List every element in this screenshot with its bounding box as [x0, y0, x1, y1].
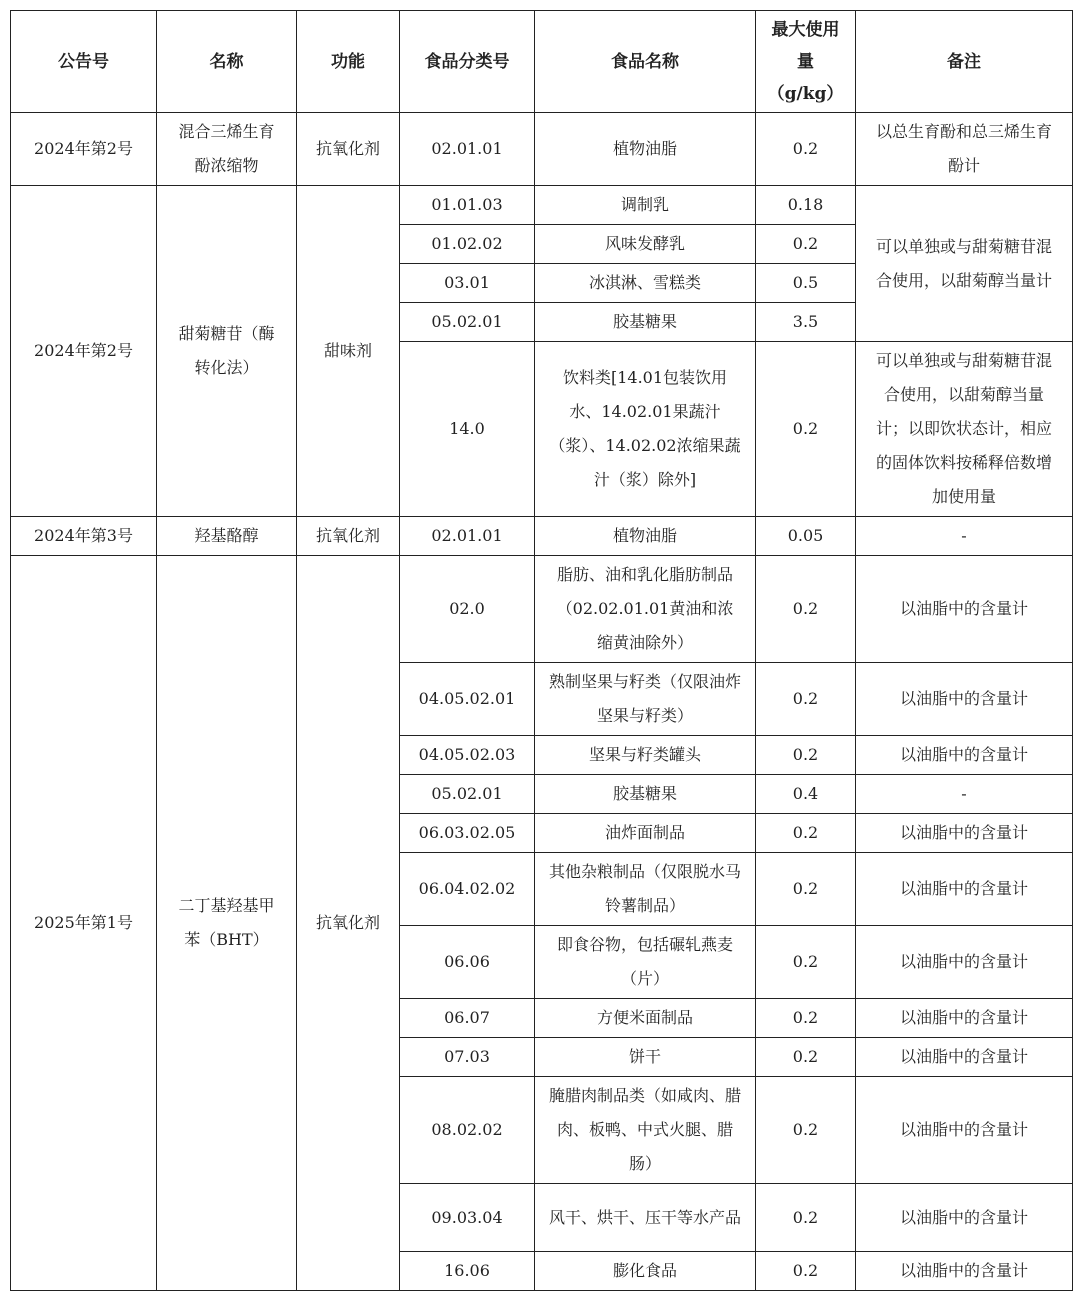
max-cell: 0.18 — [756, 186, 856, 225]
note-cell: 以油脂中的含量计 — [856, 1252, 1073, 1291]
header-notice-no: 公告号 — [11, 11, 157, 113]
note-cell: 以油脂中的含量计 — [856, 1038, 1073, 1077]
code-cell: 06.06 — [400, 926, 535, 999]
max-cell: 0.2 — [756, 926, 856, 999]
note-cell: 以总生育酚和总三烯生育酚计 — [856, 113, 1073, 186]
header-food-category-no: 食品分类号 — [400, 11, 535, 113]
food-cell: 胶基糖果 — [535, 775, 756, 814]
code-cell: 03.01 — [400, 264, 535, 303]
note-cell: 以油脂中的含量计 — [856, 926, 1073, 999]
food-cell: 风干、烘干、压干等水产品 — [535, 1184, 756, 1252]
food-cell: 其他杂粮制品（仅限脱水马铃薯制品） — [535, 853, 756, 926]
food-cell: 调制乳 — [535, 186, 756, 225]
notice-cell: 2024年第2号 — [11, 186, 157, 517]
code-cell: 05.02.01 — [400, 775, 535, 814]
food-cell: 坚果与籽类罐头 — [535, 736, 756, 775]
table-row — [11, 556, 1073, 663]
max-cell: 0.2 — [756, 1252, 856, 1291]
food-cell: 植物油脂 — [535, 113, 756, 186]
note-cell: - — [856, 517, 1073, 556]
table-row — [11, 113, 1073, 186]
additive-table — [10, 10, 1073, 1291]
note-cell: 以油脂中的含量计 — [856, 1184, 1073, 1252]
food-cell: 饼干 — [535, 1038, 756, 1077]
max-cell: 0.2 — [756, 1038, 856, 1077]
note-cell: - — [856, 775, 1073, 814]
max-cell: 0.2 — [756, 1184, 856, 1252]
code-cell: 06.04.02.02 — [400, 853, 535, 926]
max-cell: 3.5 — [756, 303, 856, 342]
code-cell: 09.03.04 — [400, 1184, 535, 1252]
header-max-usage: 最大使用量（g/kg） — [756, 11, 856, 113]
note-cell: 以油脂中的含量计 — [856, 663, 1073, 736]
code-cell: 06.03.02.05 — [400, 814, 535, 853]
code-cell: 02.01.01 — [400, 517, 535, 556]
table-row — [11, 517, 1073, 556]
max-cell: 0.2 — [756, 736, 856, 775]
max-cell: 0.2 — [756, 342, 856, 517]
max-cell: 0.2 — [756, 113, 856, 186]
function-cell: 抗氧化剂 — [297, 113, 400, 186]
function-cell: 抗氧化剂 — [297, 556, 400, 1291]
table-row — [11, 186, 1073, 225]
note-cell: 以油脂中的含量计 — [856, 1077, 1073, 1184]
code-cell: 07.03 — [400, 1038, 535, 1077]
code-cell: 14.0 — [400, 342, 535, 517]
food-cell: 方便米面制品 — [535, 999, 756, 1038]
food-cell: 冰淇淋、雪糕类 — [535, 264, 756, 303]
notice-cell: 2025年第1号 — [11, 556, 157, 1291]
notice-cell: 2024年第2号 — [11, 113, 157, 186]
food-cell: 腌腊肉制品类（如咸肉、腊肉、板鸭、中式火腿、腊肠） — [535, 1077, 756, 1184]
note-cell: 可以单独或与甜菊糖苷混合使用，以甜菊醇当量计；以即饮状态计，相应的固体饮料按稀释倍数增加使用量 — [856, 342, 1073, 517]
max-cell: 0.2 — [756, 225, 856, 264]
code-cell: 05.02.01 — [400, 303, 535, 342]
note-cell: 可以单独或与甜菊糖苷混合使用，以甜菊醇当量计 — [856, 186, 1073, 342]
max-cell: 0.2 — [756, 663, 856, 736]
code-cell: 04.05.02.01 — [400, 663, 535, 736]
food-cell: 饮料类[14.01包装饮用水、14.02.01果蔬汁（浆）、14.02.02浓缩果蔬汁（浆）除外] — [535, 342, 756, 517]
note-cell: 以油脂中的含量计 — [856, 556, 1073, 663]
food-cell: 熟制坚果与籽类（仅限油炸坚果与籽类） — [535, 663, 756, 736]
food-cell: 植物油脂 — [535, 517, 756, 556]
code-cell: 01.02.02 — [400, 225, 535, 264]
header-food-name: 食品名称 — [535, 11, 756, 113]
note-cell: 以油脂中的含量计 — [856, 853, 1073, 926]
max-cell: 0.4 — [756, 775, 856, 814]
name-cell: 甜菊糖苷（酶转化法） — [157, 186, 297, 517]
max-cell: 0.2 — [756, 1077, 856, 1184]
function-cell: 甜味剂 — [297, 186, 400, 517]
max-cell: 0.2 — [756, 999, 856, 1038]
code-cell: 02.0 — [400, 556, 535, 663]
max-cell: 0.05 — [756, 517, 856, 556]
food-cell: 即食谷物，包括碾轧燕麦（片） — [535, 926, 756, 999]
header-name: 名称 — [157, 11, 297, 113]
max-cell: 0.2 — [756, 853, 856, 926]
header-remarks: 备注 — [856, 11, 1073, 113]
code-cell: 04.05.02.03 — [400, 736, 535, 775]
function-cell: 抗氧化剂 — [297, 517, 400, 556]
max-cell: 0.5 — [756, 264, 856, 303]
code-cell: 02.01.01 — [400, 113, 535, 186]
name-cell: 二丁基羟基甲苯（BHT） — [157, 556, 297, 1291]
code-cell: 06.07 — [400, 999, 535, 1038]
header-row — [11, 11, 1073, 113]
note-cell: 以油脂中的含量计 — [856, 736, 1073, 775]
food-cell: 胶基糖果 — [535, 303, 756, 342]
code-cell: 01.01.03 — [400, 186, 535, 225]
max-cell: 0.2 — [756, 814, 856, 853]
code-cell: 08.02.02 — [400, 1077, 535, 1184]
food-cell: 油炸面制品 — [535, 814, 756, 853]
name-cell: 羟基酪醇 — [157, 517, 297, 556]
note-cell: 以油脂中的含量计 — [856, 814, 1073, 853]
note-cell: 以油脂中的含量计 — [856, 999, 1073, 1038]
notice-cell: 2024年第3号 — [11, 517, 157, 556]
food-cell: 风味发酵乳 — [535, 225, 756, 264]
food-cell: 脂肪、油和乳化脂肪制品（02.02.01.01黄油和浓缩黄油除外） — [535, 556, 756, 663]
name-cell: 混合三烯生育酚浓缩物 — [157, 113, 297, 186]
code-cell: 16.06 — [400, 1252, 535, 1291]
food-cell: 膨化食品 — [535, 1252, 756, 1291]
header-function: 功能 — [297, 11, 400, 113]
max-cell: 0.2 — [756, 556, 856, 663]
